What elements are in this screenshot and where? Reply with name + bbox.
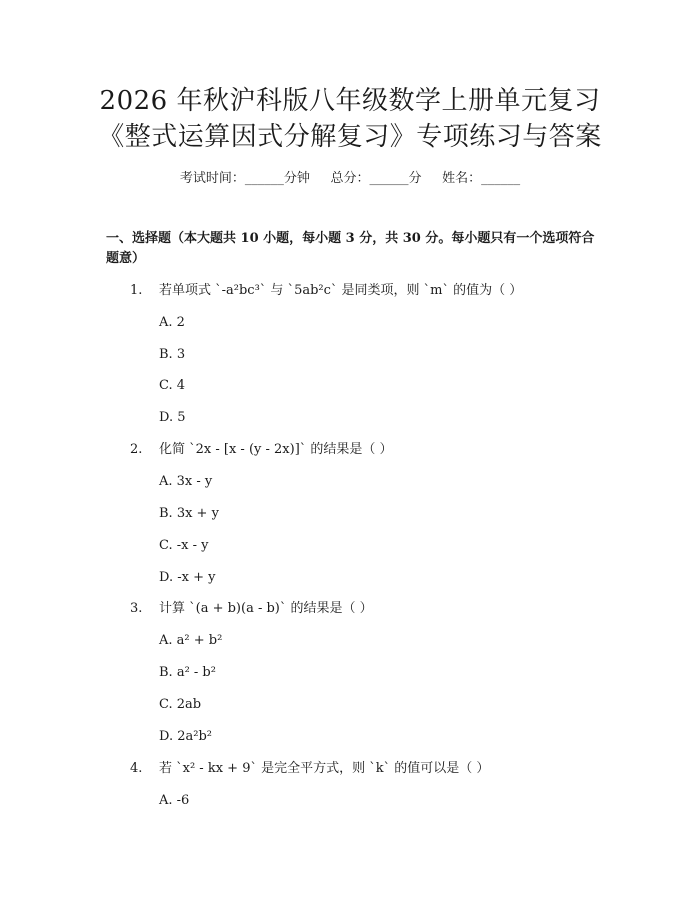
question-1-option-a: A. 2 — [159, 315, 185, 330]
question-2-option-c: C. -x - y — [159, 538, 209, 553]
document-title-line2: 《整式运算因式分解复习》专项练习与答案 — [98, 122, 602, 152]
question-2-option-b: B. 3x + y — [159, 506, 219, 521]
document-title-line1: 2026 年秋沪科版八年级数学上册单元复习 — [99, 86, 601, 116]
question-1-text: 若单项式 `-a²bc³` 与 `5ab²c` 是同类项，则 `m` 的值为（ ） — [159, 283, 523, 298]
question-3-option-c: C. 2ab — [159, 697, 202, 712]
question-1-option-d: D. 5 — [159, 410, 186, 425]
section-heading: 一、选择题（本大题共 10 小题，每小题 3 分，共 30 分。每小题只有一个选项符合题意） — [106, 231, 595, 266]
question-1-option-c: C. 4 — [159, 378, 186, 393]
question-1-number: 1. — [130, 283, 143, 298]
question-2-option-d: D. -x + y — [159, 570, 216, 585]
question-2-option-a: A. 3x - y — [159, 474, 213, 489]
question-1-option-b: B. 3 — [159, 347, 186, 362]
question-3-text: 计算 `(a + b)(a - b)` 的结果是（ ） — [159, 601, 373, 616]
question-2-text: 化简 `2x - [x - (y - 2x)]` 的结果是（ ） — [159, 442, 393, 457]
question-3-number: 3. — [130, 601, 143, 616]
exam-info-line: 考试时间：______分钟 总分：______分 姓名：______ — [179, 171, 521, 186]
question-4-option-a: A. -6 — [159, 793, 190, 808]
question-3-option-b: B. a² - b² — [159, 665, 216, 680]
question-4-number: 4. — [130, 761, 143, 776]
question-3-option-a: A. a² + b² — [159, 633, 223, 648]
question-4-text: 若 `x² - kx + 9` 是完全平方式，则 `k` 的值可以是（ ） — [159, 761, 490, 776]
question-3-option-d: D. 2a²b² — [159, 729, 212, 744]
question-2-number: 2. — [130, 442, 143, 457]
